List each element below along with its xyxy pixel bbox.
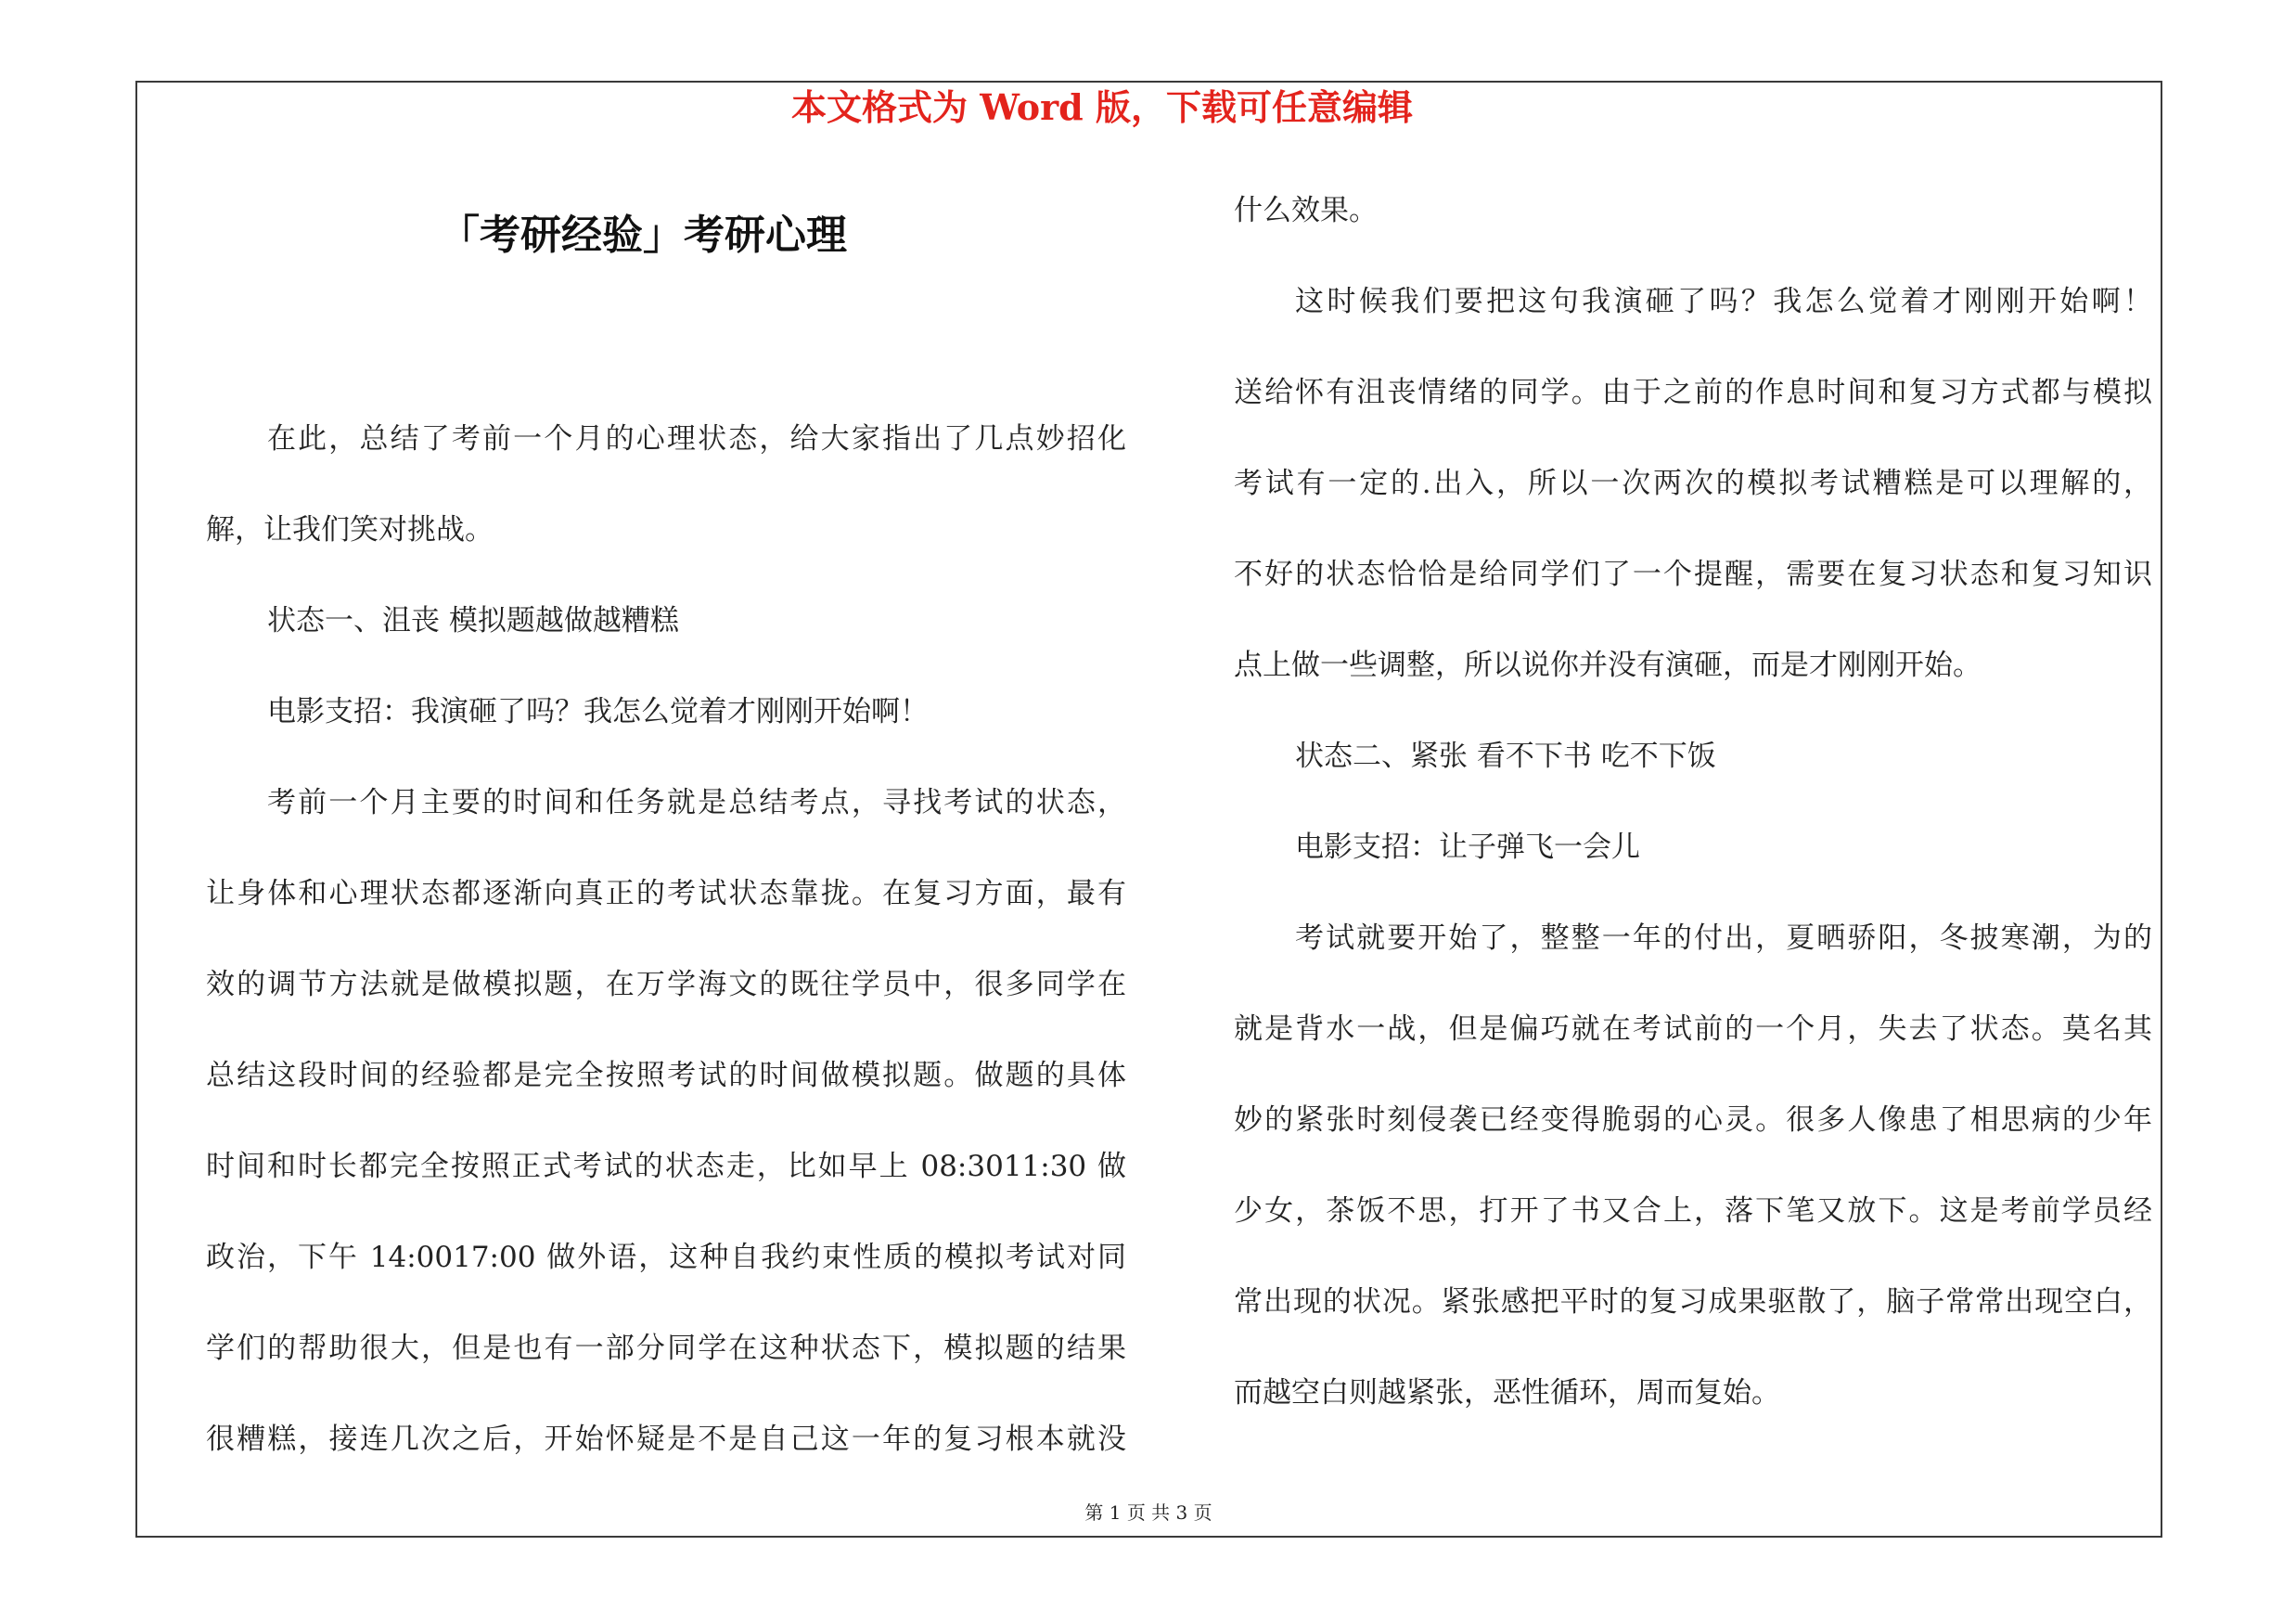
- text-line: 解，让我们笑对挑战。: [206, 513, 494, 547]
- text-line: 常出现的状况。紧张感把平时的复习成果驱散了，脑子常常出现空白，: [1234, 1285, 2152, 1319]
- paragraph: [206, 666, 1126, 757]
- paragraph: [1234, 802, 2152, 893]
- paragraph: [1234, 256, 2152, 711]
- text-line: 电影支招：我演砸了吗？我怎么觉着才刚刚开始啊！: [267, 695, 929, 728]
- text-line: 就是背水一战，但是偏巧就在考试前的一个月，失去了状态。莫名其: [1234, 1012, 2152, 1046]
- text-line: 在此，总结了考前一个月的心理状态，给大家指出了几点妙招化: [267, 422, 1126, 456]
- paragraph-continued: [1234, 165, 2152, 256]
- page-number: 第 1 页 共 3 页: [1084, 1501, 1212, 1524]
- paragraph: [1234, 711, 2152, 802]
- text-line: 什么效果。: [1234, 194, 1378, 227]
- paragraph: [206, 575, 1126, 666]
- text-line: 时间和时长都完全按照正式考试的状态走，比如早上 08:3011:30 做: [206, 1150, 1126, 1183]
- paragraph: [206, 393, 1126, 575]
- text-line: 让身体和心理状态都逐渐向真正的考试状态靠拢。在复习方面，最有: [206, 877, 1126, 910]
- text-line: 考试就要开始了，整整一年的付出，夏晒骄阳，冬披寒潮，为的: [1295, 921, 2152, 955]
- left-column: [206, 393, 1126, 1485]
- text-line: 考前一个月主要的时间和任务就是总结考点，寻找考试的状态，: [267, 786, 1126, 819]
- paragraph: [206, 757, 1126, 1485]
- text-line: 电影支招：让子弹飞一会儿: [1295, 831, 1640, 864]
- text-line: 总结这段时间的经验都是完全按照考试的时间做模拟题。做题的具体: [206, 1059, 1126, 1092]
- text-line: 很糟糕，接连几次之后，开始怀疑是不是自己这一年的复习根本就没: [206, 1423, 1126, 1456]
- text-line: 政治，下午 14:0017:00 做外语，这种自我约束性质的模拟考试对同: [206, 1241, 1126, 1274]
- format-banner: 本文格式为 Word 版，下载可任意编辑: [791, 86, 1413, 128]
- text-line: 点上做一些调整，所以说你并没有演砸，而是才刚刚开始。: [1234, 649, 1982, 682]
- text-line: 少女，茶饭不思，打开了书又合上，落下笔又放下。这是考前学员经: [1234, 1194, 2152, 1228]
- text-line: 妙的紧张时刻侵袭已经变得脆弱的心灵。很多人像患了相思病的少年: [1234, 1103, 2152, 1137]
- text-line: 效的调节方法就是做模拟题，在万学海文的既往学员中，很多同学在: [206, 968, 1126, 1001]
- text-line: 这时候我们要把这句我演砸了吗？我怎么觉着才刚刚开始啊！: [1295, 285, 2152, 318]
- text-line: 考试有一定的.出入，所以一次两次的模拟考试糟糕是可以理解的，: [1234, 467, 2152, 500]
- text-line: 状态二、紧张 看不下书 吃不下饭: [1295, 740, 1716, 773]
- right-column: [1234, 165, 2152, 1438]
- text-line: 不好的状态恰恰是给同学们了一个提醒，需要在复习状态和复习知识: [1234, 558, 2152, 591]
- text-line: 而越空白则越紧张，恶性循环，周而复始。: [1234, 1376, 1780, 1410]
- paragraph: [1234, 893, 2152, 1438]
- text-line: 送给怀有沮丧情绪的同学。由于之前的作息时间和复习方式都与模拟: [1234, 376, 2152, 409]
- text-line: 学们的帮助很大，但是也有一部分同学在这种状态下，模拟题的结果: [206, 1332, 1126, 1365]
- text-line: 状态一、沮丧 模拟题越做越糟糕: [267, 604, 679, 638]
- document-title: 「考研经验」考研心理: [439, 212, 847, 259]
